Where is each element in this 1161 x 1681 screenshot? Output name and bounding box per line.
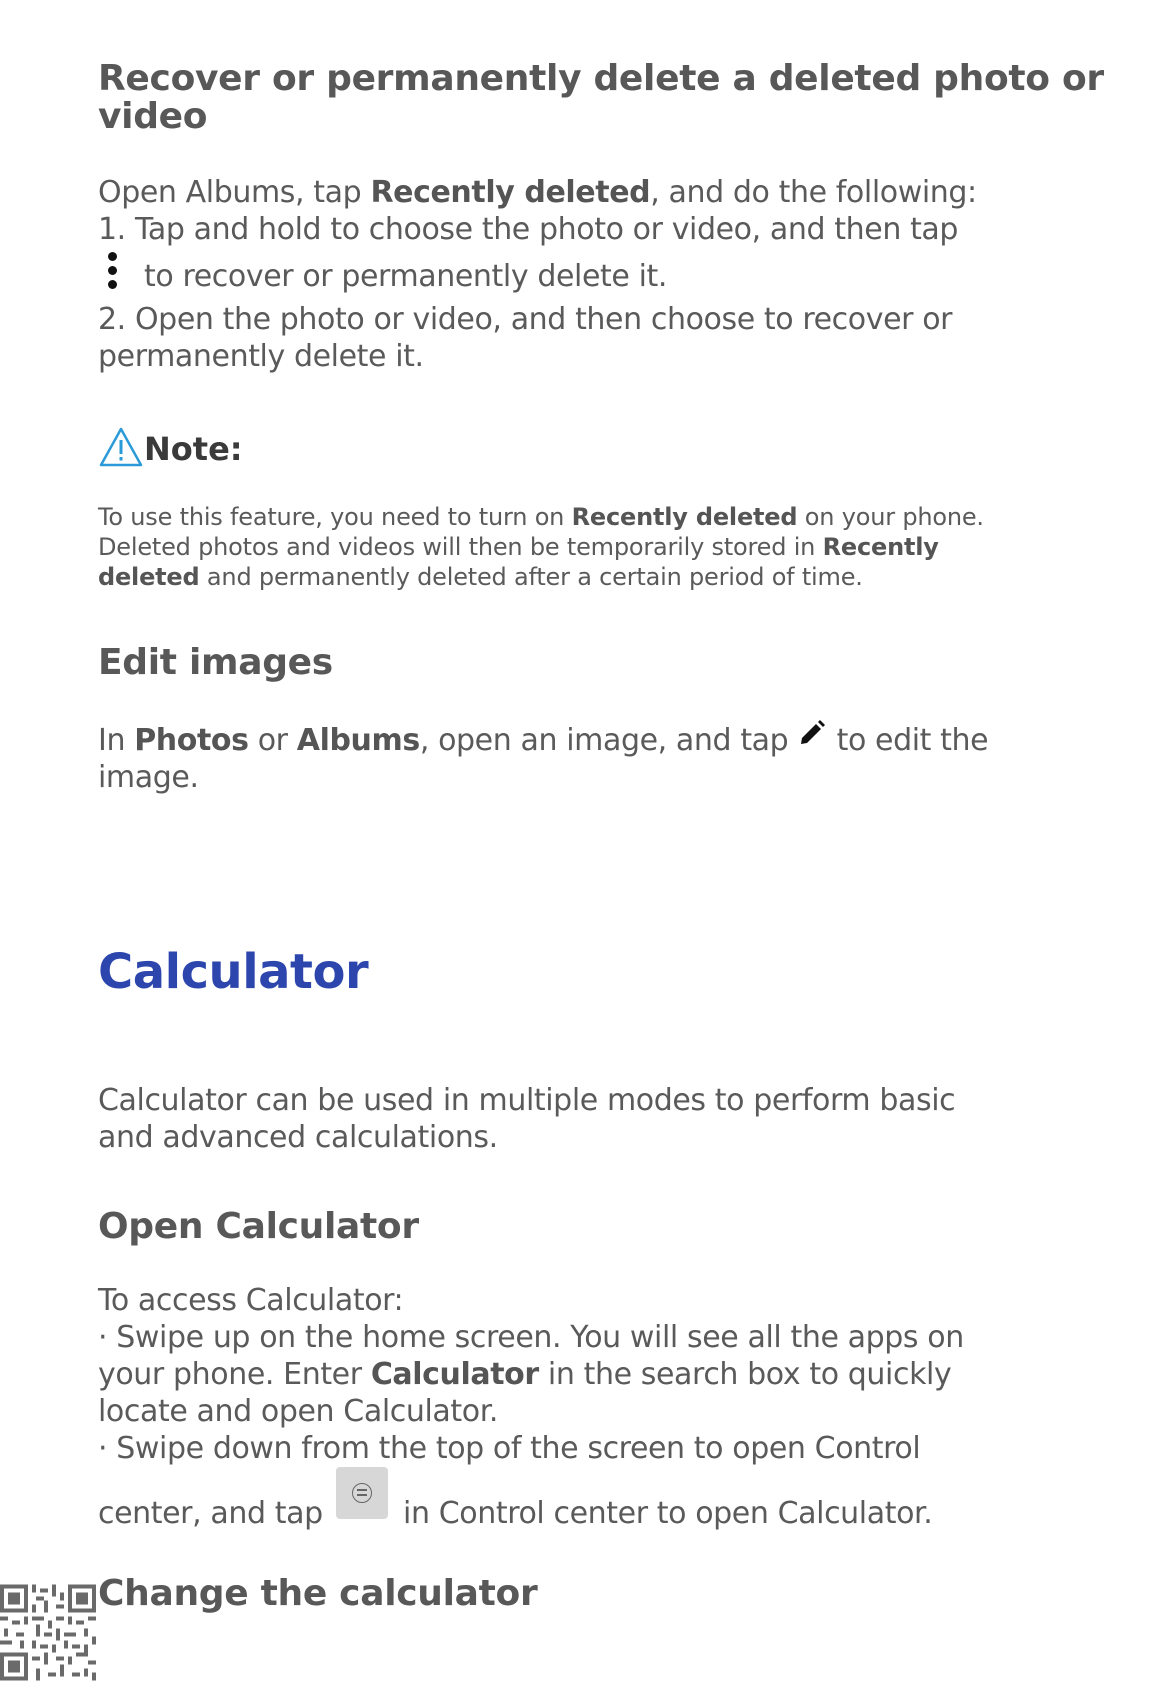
- note-line3: deleted and permanently deleted after a certain period of time.: [98, 563, 863, 591]
- recover-step2-line1: 2. Open the photo or video, and then choose to recover or: [98, 302, 953, 337]
- open-calc-line0: To access Calculator:: [98, 1283, 404, 1318]
- note-line1: To use this feature, you need to turn on Recently deleted on your phone.: [98, 503, 984, 531]
- warning-triangle-icon: [98, 426, 144, 468]
- recover-step1-line1: 1. Tap and hold to choose the photo or video, and then tap: [98, 212, 959, 247]
- recover-step1-line2: to recover or permanently delete it.: [98, 248, 1088, 301]
- open-calc-line3: locate and open Calculator.: [98, 1394, 499, 1429]
- calculator-intro: [98, 1082, 1088, 1156]
- edit-line1: In Photos or Albums, open an image, and tap to edit the: [98, 718, 1088, 759]
- open-calc-line5: center, and tap in Control center to open Calculator.: [98, 1467, 1088, 1544]
- note-title: Note:: [98, 420, 1088, 468]
- recover-intro: Open Albums, tap Recently deleted, and do the following:: [98, 175, 977, 210]
- edit-line2: image.: [98, 760, 199, 795]
- recover-body: [98, 174, 1088, 375]
- open-calc-line1: · Swipe up on the home screen. You will see all the apps on: [98, 1320, 964, 1355]
- open-calc-line2: your phone. Enter Calculator in the search box to quickly: [98, 1357, 952, 1392]
- pencil-edit-icon: [797, 718, 827, 748]
- recover-heading-line2: video: [98, 96, 208, 137]
- edit-images-heading: Edit images: [98, 642, 333, 683]
- more-vertical-icon: [98, 248, 128, 294]
- change-calculator-heading: Change the calculator: [98, 1573, 538, 1614]
- qr-code-icon: [0, 1584, 96, 1681]
- recover-heading-line1: Recover or permanently delete a deleted photo or: [98, 58, 1104, 99]
- calculator-intro-line1: Calculator can be used in multiple modes to perform basic: [98, 1083, 956, 1118]
- calculator-control-icon: [336, 1467, 388, 1519]
- calculator-intro-line2: and advanced calculations.: [98, 1120, 498, 1155]
- calculator-title: Calculator: [98, 944, 369, 1000]
- note-body: [98, 502, 1088, 592]
- open-calc-line4: · Swipe down from the top of the screen to open Control: [98, 1431, 921, 1466]
- open-calculator-body: [98, 1282, 1088, 1544]
- edit-images-body: [98, 718, 1088, 796]
- recover-heading: [98, 58, 1104, 137]
- note-line2: Deleted photos and videos will then be temporarily stored in Recently: [98, 533, 939, 561]
- open-calculator-heading: Open Calculator: [98, 1206, 419, 1247]
- recover-step2-line2: permanently delete it.: [98, 339, 424, 374]
